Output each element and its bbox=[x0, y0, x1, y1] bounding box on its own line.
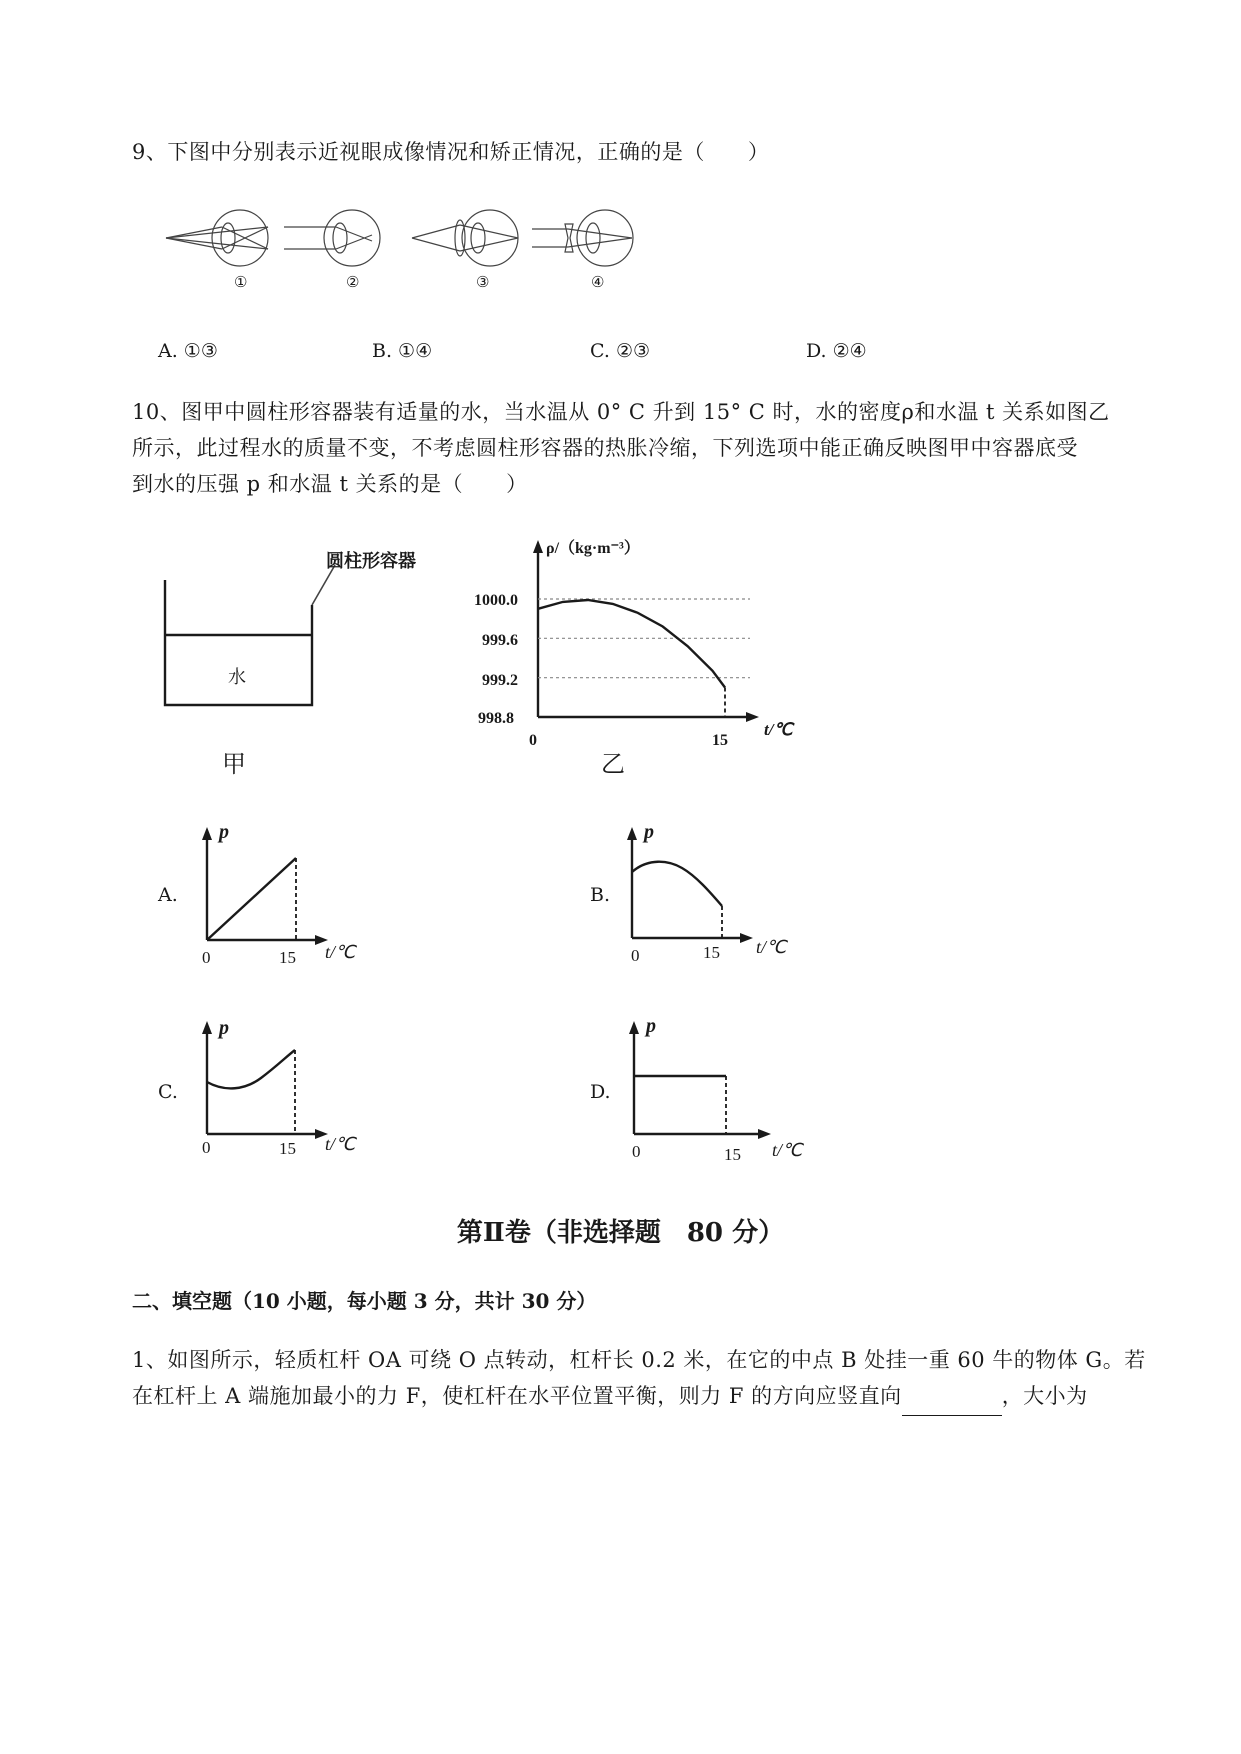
eye-diagram-4 bbox=[532, 210, 633, 266]
q10-option-a[interactable]: A. bbox=[158, 884, 178, 906]
q9-option-b[interactable]: B. ①④ bbox=[372, 340, 433, 362]
y-tick-1000-0: 1000.0 bbox=[474, 592, 518, 609]
eye-diagram-2 bbox=[284, 210, 380, 266]
eye-label-4: ④ bbox=[591, 275, 605, 291]
y-tick-999-6: 999.6 bbox=[482, 632, 518, 649]
eye-diagrams bbox=[160, 205, 640, 295]
fill-question-1-text-b: ，大小为 bbox=[1001, 1384, 1088, 1408]
x-axis-arrow bbox=[746, 712, 759, 722]
figure-jia-caption: 甲 bbox=[222, 750, 246, 778]
eye-diagram-1 bbox=[166, 210, 268, 266]
density-chart bbox=[470, 535, 800, 760]
y-axis-label: ρ/（kg·m⁻³） bbox=[546, 540, 640, 557]
option-a-x0: 0 bbox=[202, 948, 211, 967]
q9-option-a[interactable]: A. ①③ bbox=[158, 340, 218, 362]
fill-question-1-text-a: 在杠杆上 A 端施加最小的力 F，使杠杆在水平位置平衡，则力 F 的方向应竖直向 bbox=[132, 1384, 902, 1408]
option-b-x0: 0 bbox=[631, 946, 640, 965]
option-b-graph[interactable] bbox=[620, 818, 800, 968]
eye-label-3: ③ bbox=[476, 275, 490, 291]
option-a-x1: 15 bbox=[279, 948, 296, 967]
q9-option-c[interactable]: C. ②③ bbox=[590, 340, 651, 362]
eye-label-2: ② bbox=[346, 275, 360, 291]
option-c-x1: 15 bbox=[279, 1139, 296, 1158]
fill-question-1-line-2 bbox=[132, 1376, 1088, 1416]
option-b-xlabel: t/℃ bbox=[756, 937, 787, 957]
option-d-x0: 0 bbox=[632, 1142, 641, 1161]
option-c-ylabel: p bbox=[219, 1017, 229, 1039]
option-d-xlabel: t/℃ bbox=[772, 1140, 803, 1160]
x-axis-label: t/℃ bbox=[764, 720, 793, 739]
section-2-title-text: 第Ⅱ卷（非选择题 80 分） bbox=[456, 1218, 785, 1248]
q10-option-b[interactable]: B. bbox=[590, 884, 611, 906]
container-label: 圆柱形容器 bbox=[326, 551, 416, 571]
q10-option-c[interactable]: C. bbox=[158, 1081, 178, 1103]
water-label: 水 bbox=[228, 667, 246, 687]
question-10-line-2: 所示，此过程水的质量不变，不考虑圆柱形容器的热胀冷缩，下列选项中能正确反映图甲中容器底受 bbox=[132, 436, 1078, 460]
x-tick-0: 0 bbox=[529, 732, 537, 749]
question-10-line-3: 到水的压强 p 和水温 t 关系的是（ ） bbox=[132, 472, 528, 496]
fill-question-1-line-1: 1、如图所示，轻质杠杆 OA 可绕 O 点转动，杠杆长 0.2 米，在它的中点 B 处挂一重 60 牛的物体 G。若 bbox=[132, 1348, 1146, 1372]
question-10-line-1: 10、图甲中圆柱形容器装有适量的水，当水温从 0° C 升到 15° C 时，水的密度ρ和水温 t 关系如图乙 bbox=[132, 400, 1110, 424]
option-c-x0: 0 bbox=[202, 1138, 211, 1157]
option-c-graph[interactable] bbox=[195, 1012, 375, 1162]
option-d-x1: 15 bbox=[724, 1145, 741, 1164]
option-c-xlabel: t/℃ bbox=[325, 1134, 356, 1154]
y-tick-999-2: 999.2 bbox=[482, 672, 518, 689]
answer-blank-direction[interactable] bbox=[902, 1389, 1002, 1416]
option-b-curve bbox=[632, 862, 722, 906]
density-curve bbox=[538, 600, 725, 688]
q10-option-d[interactable]: D. bbox=[590, 1081, 611, 1103]
section-2-title bbox=[0, 1212, 1241, 1249]
x-tick-15: 15 bbox=[712, 732, 728, 749]
eye-label-1: ① bbox=[234, 275, 248, 291]
fill-blank-subtitle: 二、填空题（10 小题，每小题 3 分，共计 30 分） bbox=[132, 1289, 597, 1313]
option-a-xlabel: t/℃ bbox=[325, 942, 356, 962]
option-d-graph[interactable] bbox=[622, 1012, 802, 1162]
figure-jia-container bbox=[150, 545, 440, 785]
option-a-graph[interactable] bbox=[195, 818, 375, 968]
question-9-text: 9、下图中分别表示近视眼成像情况和矫正情况，正确的是（ ） bbox=[132, 140, 770, 164]
figure-yi-caption: 乙 bbox=[601, 750, 625, 778]
option-b-x1: 15 bbox=[703, 943, 720, 962]
option-b-ylabel: p bbox=[644, 821, 654, 843]
q9-option-d[interactable]: D. ②④ bbox=[806, 340, 867, 362]
option-c-curve bbox=[207, 1050, 295, 1088]
eye-diagram-3 bbox=[412, 210, 518, 266]
option-a-line bbox=[207, 858, 296, 940]
option-a-ylabel: p bbox=[219, 821, 229, 843]
y-tick-998-8: 998.8 bbox=[478, 710, 514, 727]
option-d-ylabel: p bbox=[646, 1015, 656, 1037]
y-axis-arrow bbox=[533, 540, 543, 553]
